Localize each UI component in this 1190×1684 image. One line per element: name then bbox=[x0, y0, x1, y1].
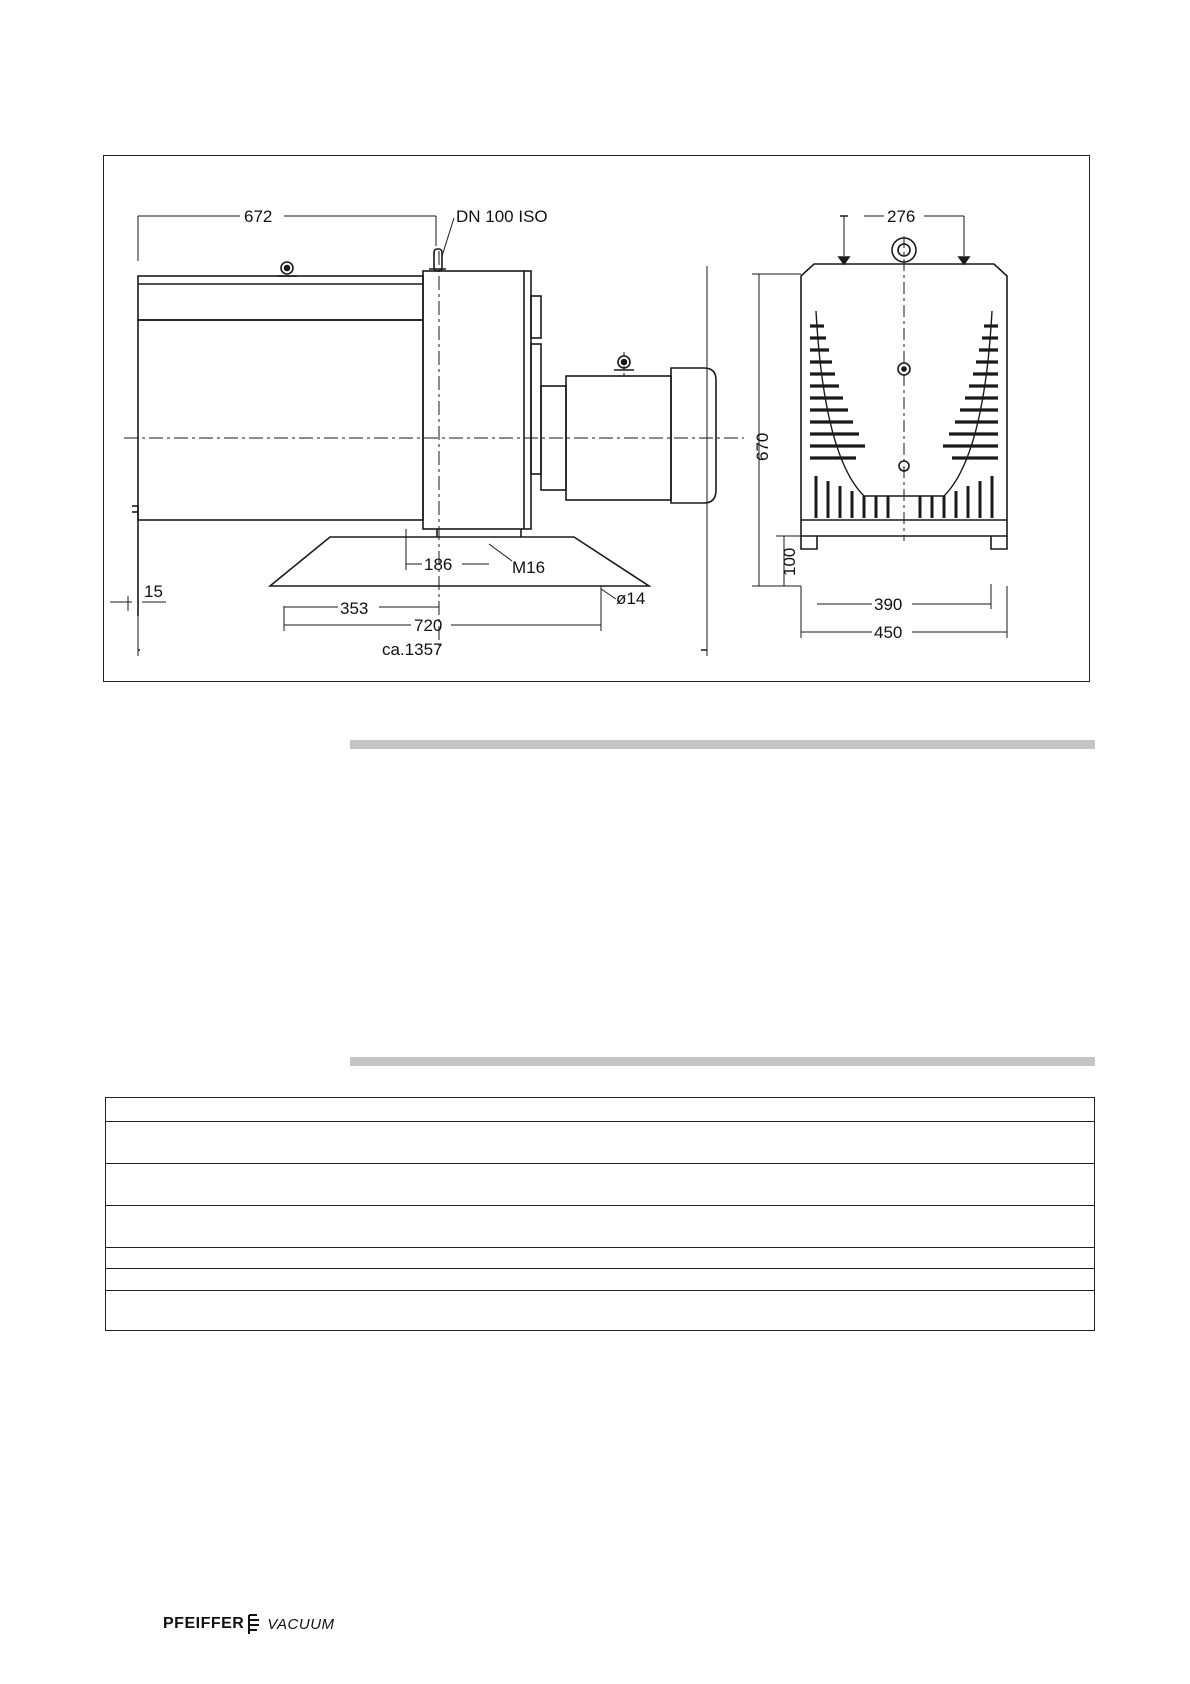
dim-15: 15 bbox=[144, 582, 163, 601]
section-divider-bottom bbox=[350, 1057, 1095, 1066]
overall-length: ca.1357 bbox=[382, 640, 443, 659]
spec-table bbox=[105, 1097, 1095, 1331]
table-row bbox=[106, 1205, 1094, 1248]
pump-main-housing bbox=[138, 320, 423, 520]
dim-720: 720 bbox=[414, 616, 443, 635]
dim-100: 100 bbox=[780, 547, 799, 576]
thread-label: M16 bbox=[512, 558, 546, 577]
table-row bbox=[106, 1247, 1094, 1269]
motor-fan-cover bbox=[671, 368, 716, 503]
brand-mark-icon bbox=[247, 1613, 261, 1635]
dim-353: 353 bbox=[340, 599, 369, 618]
pump-drawing-svg bbox=[104, 156, 1091, 683]
base-plate bbox=[270, 537, 649, 586]
end-view bbox=[752, 207, 1007, 642]
dim-450: 450 bbox=[874, 623, 903, 642]
brand-name-primary: PFEIFFER bbox=[163, 1615, 245, 1632]
table-row bbox=[106, 1268, 1094, 1291]
dim-390: 390 bbox=[874, 595, 903, 614]
table-row bbox=[106, 1121, 1094, 1164]
dim-186: 186 bbox=[424, 555, 453, 574]
side-view bbox=[110, 207, 744, 659]
dim-276: 276 bbox=[887, 207, 916, 226]
hole-label: ø14 bbox=[616, 589, 646, 608]
table-row bbox=[106, 1098, 1094, 1122]
dim-672: 672 bbox=[244, 207, 273, 226]
dim-670: 670 bbox=[753, 432, 772, 461]
section-divider-top bbox=[350, 740, 1095, 749]
brand-logo bbox=[163, 1613, 335, 1635]
brand-name-secondary: VACUUM bbox=[267, 1615, 335, 1633]
table-row bbox=[106, 1163, 1094, 1206]
dimension-drawing bbox=[103, 155, 1090, 682]
pump-top-housing bbox=[138, 276, 423, 320]
flange-label: DN 100 ISO bbox=[456, 207, 548, 226]
